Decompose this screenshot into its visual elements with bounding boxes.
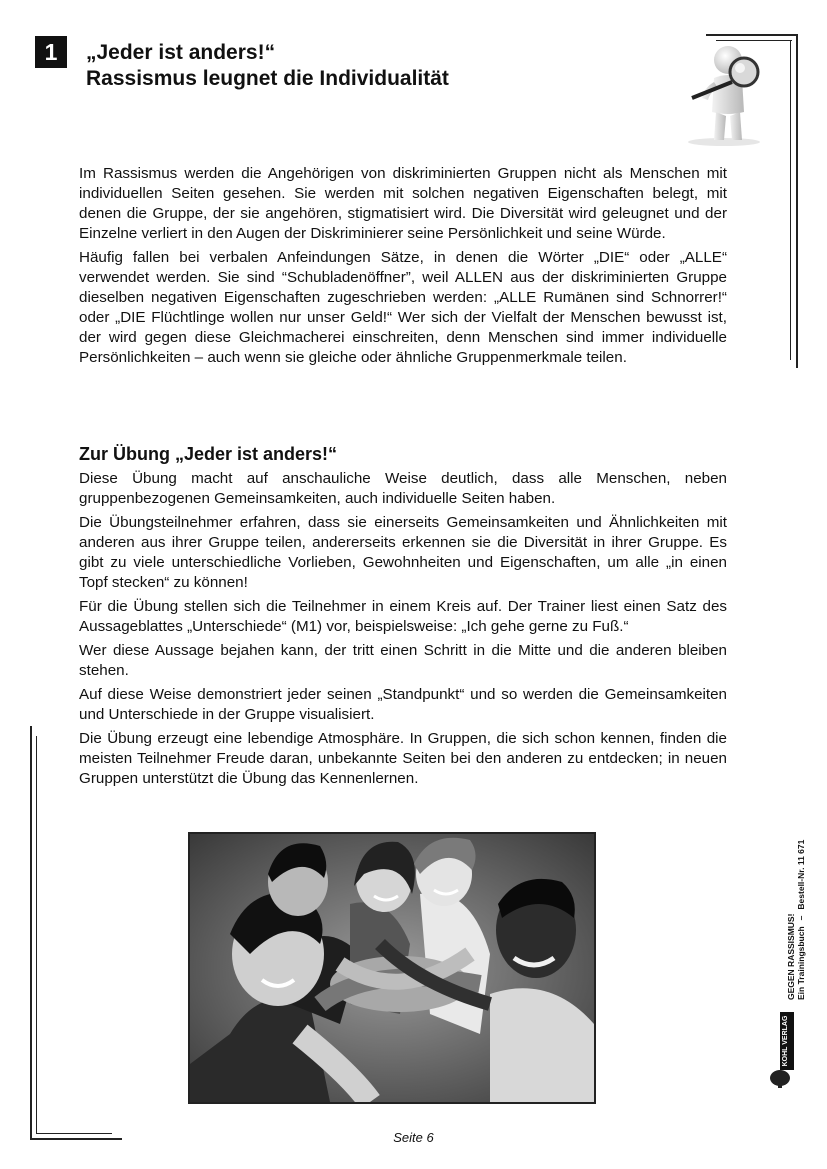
section-paragraph-2: Die Übungsteilnehmer erfahren, dass sie einerseits Gemeinsamkeiten und Ähnlichkeiten mit anderen aus ihrer Gruppe teilen, andererseits erkennen sie die Diversität in ihrer Gruppe. Es gibt zu viele unterschiedliche Vorlieben, Gewohnheiten und Eigenschaften, um alle „in einen Topf stecken“ zu können! (79, 514, 727, 591)
frame-line-top (706, 34, 798, 36)
frame-line-right (796, 34, 798, 368)
frame-line-left-inner (36, 736, 37, 1134)
section-paragraph-1: Diese Übung macht auf anschauliche Weise deutlich, dass alle Menschen, neben gruppenbezogenen Gemeinsamkeiten, auch individuelle Seiten haben. (79, 470, 727, 507)
frame-line-top-inner (716, 40, 792, 41)
svg-text:KOHL VERLAG: KOHL VERLAG (782, 1015, 789, 1067)
page-title (86, 40, 449, 92)
separator: – (796, 915, 806, 921)
intro-paragraph-1: Im Rassismus werden die Angehörigen von diskriminierten Gruppen nicht als Menschen mit individuellen Seiten gesehen. Sie werden mit solchen negativen Eigenschaften belegt, mit denen die Gruppe, der sie angehören, stigmatisiert wird. Die Diversität wird geleugnet und der Einzelne verliert in den Augen der Diskriminierer seine Persönlichkeit und seine Würde. (79, 165, 727, 242)
magnifier-figure-icon (680, 42, 772, 146)
section-paragraph-5: Auf diese Weise demonstriert jeder seinen „Standpunkt“ und so werden die Gemeinsamkeiten und Unterschiede in der Gruppe visualisiert. (79, 686, 727, 723)
book-subtitle: Ein Trainingsbuch (796, 926, 806, 1000)
group-photo (188, 832, 596, 1104)
publisher-logo (766, 1012, 800, 1088)
title-line-1: „Jeder ist anders!“ (86, 41, 276, 64)
chapter-number: 1 (35, 36, 67, 68)
frame-line-right-inner (790, 40, 791, 360)
section-paragraph-4: Wer diese Aussage bejahen kann, der tritt einen Schritt in die Mitte und die anderen bleiben stehen. (79, 642, 727, 679)
book-title: GEGEN RASSISMUS! (786, 913, 796, 1000)
page-number: Seite 6 (393, 1130, 434, 1145)
title-line-2: Rassismus leugnet die Individualität (86, 67, 449, 90)
section-paragraph-6: Die Übung erzeugt eine lebendige Atmosphäre. In Gruppen, die sich schon kennen, finden die meisten Teilnehmer Freude daran, unbekannte Seiten bei den anderen zu entdecken; in neuen Gruppen unterstützt die Übung das Kennenlernen. (79, 730, 727, 787)
intro-text (79, 164, 727, 372)
section-paragraph-3: Für die Übung stellen sich die Teilnehmer in einem Kreis auf. Der Trainer liest einen Satz des Aussageblattes „Unterschiede“ (M1) vor, beispielsweise: „Ich gehe gerne zu Fuß.“ (79, 598, 727, 635)
order-number: Bestell-Nr. 11 671 (796, 839, 806, 910)
section-text (79, 469, 727, 793)
section-heading: Zur Übung „Jeder ist anders!“ (79, 444, 338, 464)
frame-line-left (30, 726, 32, 1140)
intro-paragraph-2: Häufig fallen bei verbalen Anfeindungen Sätze, in denen die Wörter „DIE“ oder „ALLE“ verwendet werden. Sie sind “Schubladenöffner”, weil ALLEN aus der diskriminierten Gruppe dieselben negativen Eigenschaften zugeschrieben werden: „ALLE Rumänen sind Schnorrer!“ oder „DIE Flüchtlinge wollen nur unser Geld!“ Wer sich der Vielfalt der Menschen bewusst ist, der wird gegen diese Gleichmacherei einschreiten, denn Menschen sind immer individuelle Persönlichkeiten – auch wenn sie gleiche oder ähnliche Gruppenmerkmale teilen. (79, 249, 727, 366)
